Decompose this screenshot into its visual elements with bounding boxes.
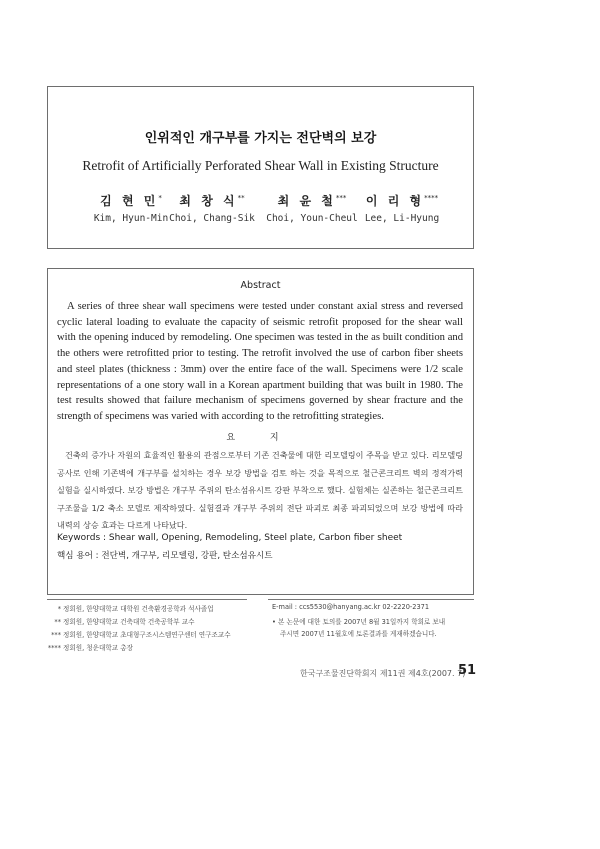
author-name-korean: 최 윤 철 [277,194,336,208]
paper-title-korean: 인위적인 개구부를 가지는 전단벽의 보강 [144,131,377,146]
keywords-list: Shear wall, Opening, Remodeling, Steel plate, Carbon fiber sheet [108,533,403,543]
footnote-affiliation [47,629,257,639]
footnote-mark: ** [54,618,61,626]
korean-abstract-heading: 요 지 [226,433,295,443]
footnote-mark: * [57,605,61,613]
author-name-korean: 김 현 민 [100,194,159,208]
footnote-text: 정회원, 한양대학교 초대형구조시스템연구센터 연구조교수 [63,631,231,639]
author-mark: **** [424,194,439,202]
korean-abstract-text: 건축의 증가나 자원의 효율적인 활용의 관점으로부터 기존 건축물에 대한 리모델링이 주목을 받고 있다. 리모델링 공사로 인해 기존벽에 개구부를 설치하는 경우 보강 방법을 검토 하는 것을 목적으로 철근콘크리트 벽의 정적가력 실험을 실시하였다. 보강 방법은 개구부 주위의 탄소섬유시트 강판 부착으로 했다. 실험체는 실존하는 철근콘크리트 구조물을 1/2 축소 모델로 제작하였다. 실험결과 개구부 주위의 전단 파괴로 최종 파괴되었으며 보강 방법에 따라 내력의 상승 효과는 다르게 나타났다. [57,450,463,531]
author-name-english: Choi, Youn-Cheul [266,213,358,224]
author-name-korean: 이 리 형 [365,194,425,208]
footnote-affiliation [47,603,257,613]
footnote-discussion-note: • 본 논문에 대한 토의를 2007년 8월 31일까지 학회로 보내 [272,618,446,626]
footnote-text: 정회원, 한양대학교 건축대학 건축공학부 교수 [63,618,195,626]
footnote-affiliation [47,642,257,652]
author-mark: * [158,194,162,202]
footnote-mark: **** [47,644,61,652]
author-name-english: Kim, Hyun-Min [93,213,169,224]
author-mark: *** [335,194,347,202]
footnote-mark: *** [51,631,61,639]
journal-reference: 한국구조물진단학회지 제11권 제4호(2007. 7) [300,669,466,678]
author-name-korean: 최 창 식 [179,194,238,208]
author-4 [342,192,462,224]
abstract-text: A series of three shear wall specimens were tested under constant axial stress and reversed cyclic lateral loading to evaluate the capacity of seismic retrofit proposed for the shear wall with the opening induced by remodeling. One specimen was tested in the as built condition and the others were retrofitted prior to testing. The retrofit involved the use of carbon fiber sheets and steel plates (thickness : 3mm) over the entire face of the wall. Specimens were 1/2 scale representations of a one story wall in a Korean apartment building that was built in 1980. The test results showed that failure mechanism of specimens governed by shear fracture and the strength of specimens was varied with according to the retrofitting strategies. [57,301,463,422]
footnote-text: 정회원, 청운대학교 총장 [63,644,133,652]
author-name-english: Lee, Li-Hyung [364,213,440,224]
paper-title-english: Retrofit of Artificially Perforated Shear Wall in Existing Structure [82,158,439,173]
keywords-label: Keywords : [57,533,109,543]
keywords-list: 전단벽, 개구부, 리모델링, 강판, 탄소섬유시트 [101,551,273,561]
author-mark: ** [237,194,245,202]
abstract-heading: Abstract [240,280,281,291]
page-number: 51 [458,663,477,678]
footnote-divider [47,599,247,600]
footnote-divider [268,599,474,600]
keywords-label: 핵심 용어 : [57,551,102,561]
footnote-affiliation [47,616,257,626]
footnote-text: 정회원, 한양대학교 대학원 건축환경공학과 석사졸업 [63,605,214,613]
keywords-english [57,533,467,543]
footnote-discussion-note: 주시면 2007년 11월호에 토론결과를 게재하겠습니다. [280,630,437,638]
author-name-english: Choi, Chang-Sik [169,213,255,224]
keywords-korean [57,549,467,561]
footnote-email: E-mail : ccs5530@hanyang.ac.kr 02-2220-2371 [272,603,430,611]
